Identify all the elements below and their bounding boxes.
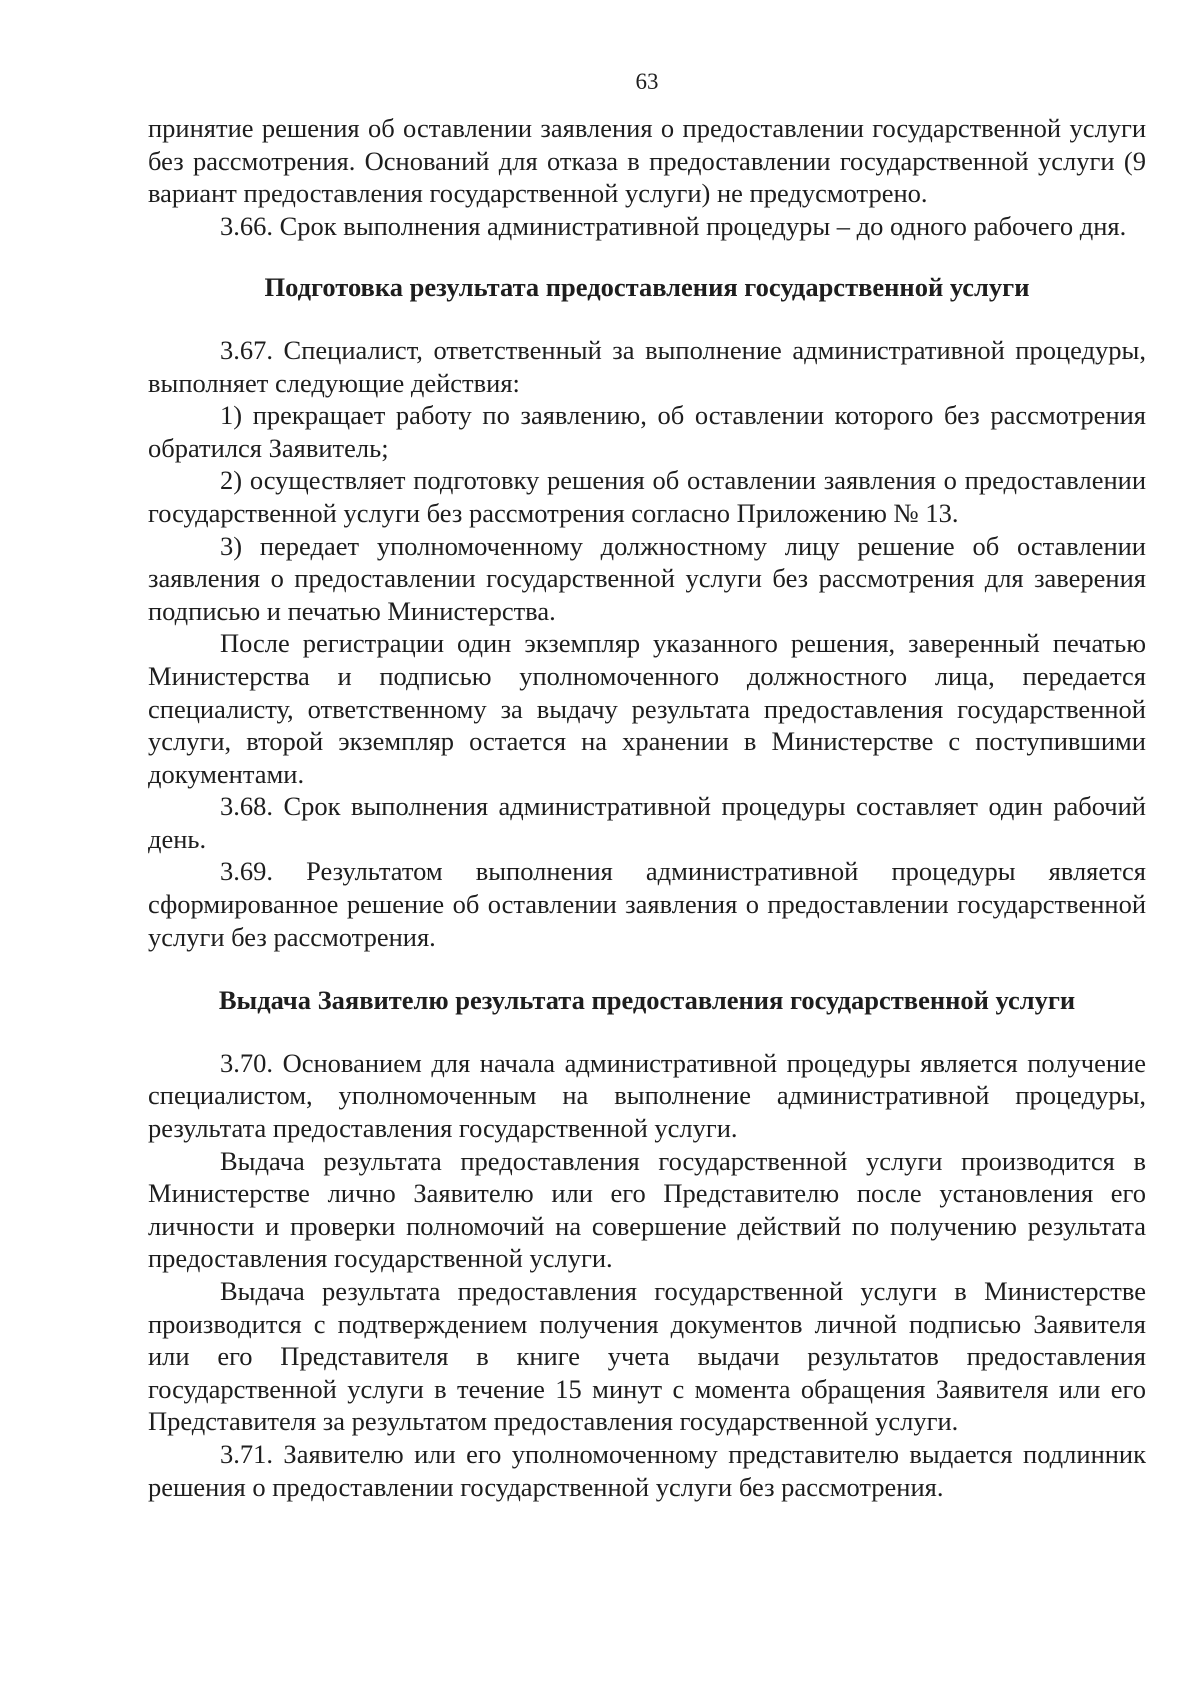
paragraph-issuance-in-person: Выдача результата предоставления государственной услуги производится в Министерстве лично Заявителю или его Представителю после установления его личности и проверки полномочий на совершение действий по получению результата предоставления государственной услуги. [148,1145,1146,1274]
paragraph-3-66: 3.66. Срок выполнения административной процедуры – до одного рабочего дня. [220,210,1127,241]
paragraph-3-71: 3.71. Заявителю или его уполномоченному представителю выдается подлинник решения о предоставлении государственной услуги без рассмотрения. [148,1438,1146,1502]
paragraph-3-70: 3.70. Основанием для начала административной процедуры является получение специалистом, уполномоченным на выполнение административной процедуры, результата предоставления государственной услуги. [148,1047,1146,1144]
paragraph-after-registration: После регистрации один экземпляр указанного решения, заверенный печатью Министерства и подписью уполномоченного должностного лица, передается специалисту, ответственному за выдачу результата предоставления государственной услуги, второй экземпляр остается на хранении в Министерстве с поступившими документами. [148,628,1146,789]
page-number: 63 [635,69,659,94]
paragraph-3-69: 3.69. Результатом выполнения административной процедуры является сформированное решение об оставлении заявления о предоставлении государственной услуги без рассмотрения. [148,856,1146,952]
list-item-2: 2) осуществляет подготовку решения об оставлении заявления о предоставлении государственной услуги без рассмотрения согласно Приложению № 13. [148,465,1146,528]
section-heading-result-preparation: Подготовка результата предоставления государственной услуги [264,272,1030,303]
paragraph-3-67: 3.67. Специалист, ответственный за выполнение административной процедуры, выполняет следующие действия: [148,334,1146,398]
document-page [148,66,1146,1503]
paragraph-3-68: 3.68. Срок выполнения административной процедуры составляет один рабочий день. [148,791,1146,854]
list-item-1: 1) прекращает работу по заявлению, об оставлении которого без рассмотрения обратился Заявитель; [148,400,1146,463]
paragraph-issuance-signature: Выдача результата предоставления государственной услуги в Министерстве производится с подтверждением получения документов личной подписью Заявителя или его Представителя в книге учета выдачи результатов предоставления государственной услуги в течение 15 минут с момента обращения Заявителя или его Представителя за результатом предоставления государственной услуги. [148,1276,1146,1437]
section-heading-result-issuance: Выдача Заявителю результата предоставления государственной услуги [218,985,1076,1016]
paragraph-decision-continuation: принятие решения об оставлении заявления о предоставлении государственной услуги без рассмотрения. Оснований для отказа в предоставлении государственной услуги (9 вариант предоставления государственной услуги) не предусмотрено. [148,113,1146,209]
list-item-3: 3) передает уполномоченному должностному лицу решение об оставлении заявления о предоставлении государственной услуги без рассмотрения для заверения подписью и печатью Министерства. [148,530,1146,626]
